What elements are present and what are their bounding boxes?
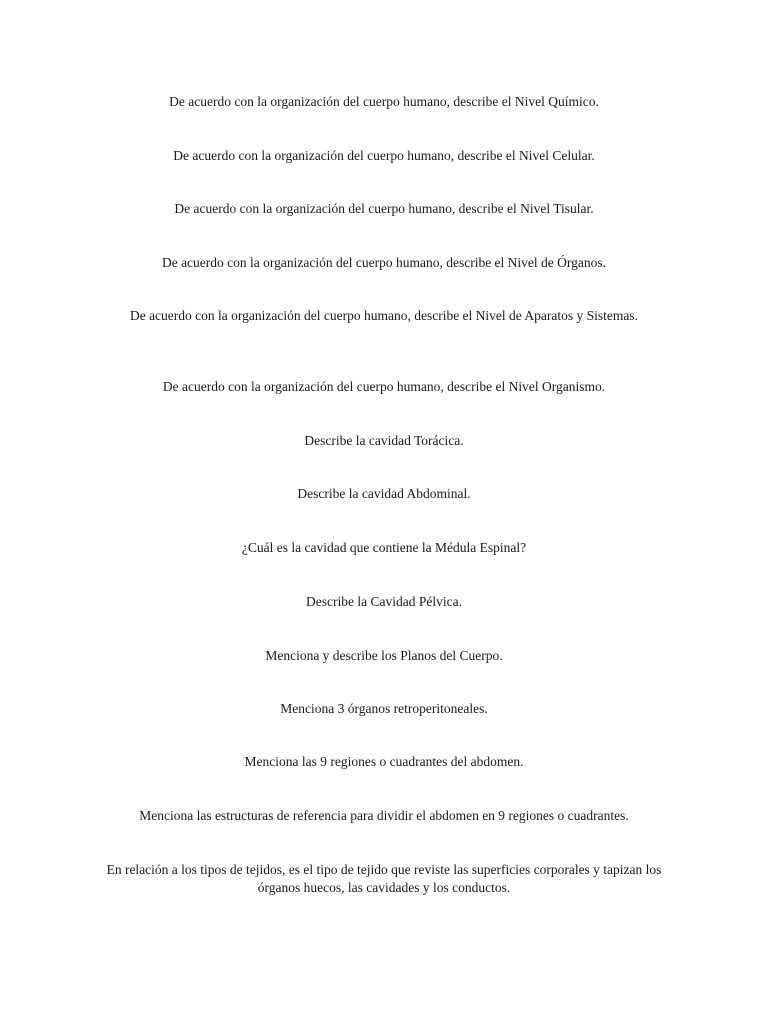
question-1: De acuerdo con la organización del cuerpo humano, describe el Nivel Químico. [169,94,599,109]
question-4: De acuerdo con la organización del cuerpo humano, describe el Nivel de Órganos. [161,255,607,270]
question-2: De acuerdo con la organización del cuerpo humano, describe el Nivel Celular. [173,148,595,163]
question-12: Menciona 3 órganos retroperitoneales. [280,701,488,716]
question-15: En relación a los tipos de tejidos, es el tipo de tejido que reviste las superficies corporales y tapizan los órganos huecos, las cavidades y los conductos. [106,862,662,895]
question-7: Describe la cavidad Torácica. [304,433,464,448]
question-6: De acuerdo con la organización del cuerpo humano, describe el Nivel Organismo. [162,379,606,394]
question-10: Describe la Cavidad Pélvica. [306,594,462,609]
question-5: De acuerdo con la organización del cuerpo humano, describe el Nivel de Aparatos y Sistemas. [129,308,639,323]
question-8: Describe la cavidad Abdominal. [297,486,471,501]
question-14: Menciona las estructuras de referencia para dividir el abdomen en 9 regiones o cuadrantes. [139,808,629,823]
question-9: ¿Cuál es la cavidad que contiene la Médula Espinal? [241,540,527,555]
question-3: De acuerdo con la organización del cuerpo humano, describe el Nivel Tisular. [174,201,594,216]
question-11: Menciona y describe los Planos del Cuerpo. [265,648,503,663]
question-13: Menciona las 9 regiones o cuadrantes del abdomen. [244,754,524,769]
